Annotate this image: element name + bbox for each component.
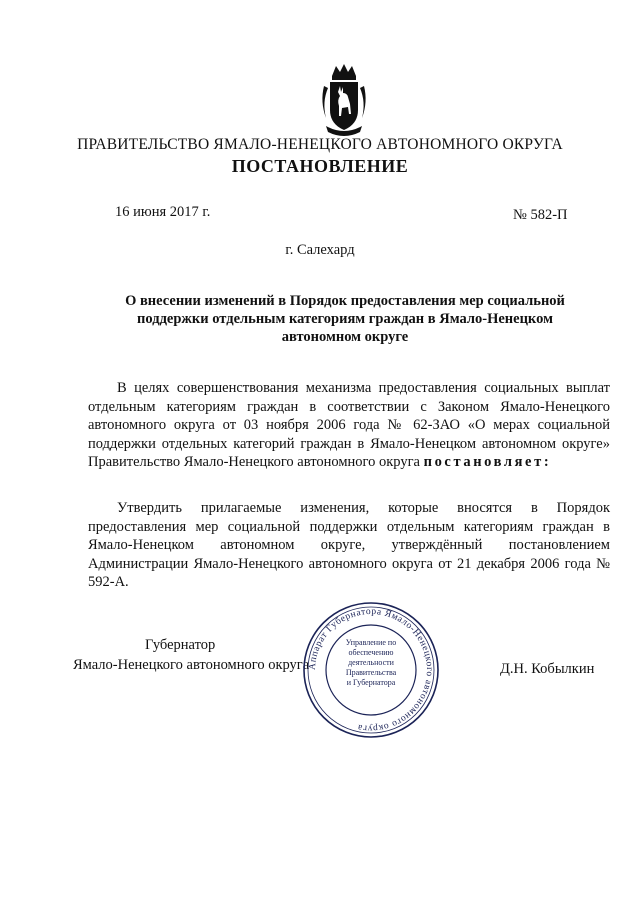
stamp-center-line: и Губернатора (346, 678, 396, 687)
stamp-center-line: Правительства (345, 668, 397, 677)
paragraph-preamble-text: В целях совершенствования механизма предоставления социальных выплат отдельным категориям граждан в соответствии с Законом Ямало-Ненецкого автономного округа от 03 ноября 2006 года № 62-ЗАО «О мерах социальной поддержки отдельных категорий граждан в Ямало-Ненецком автономном округе» Правительство Ямало-Ненецкого автономного округа (88, 380, 610, 470)
resolve-keyword: постановляет: (423, 454, 552, 470)
stamp-ring-text: Аппарат Губернатора Ямало-Ненецкого автономного округа (307, 606, 435, 734)
stamp-center-line: Управление по (345, 638, 397, 647)
document-number: № 582-П (513, 207, 568, 223)
stamp-center-line: обеспечению (348, 648, 394, 657)
document-date: 16 июня 2017 г. (115, 204, 211, 220)
coat-of-arms-icon (318, 62, 370, 138)
signatory-name: Д.Н. Кобылкин (500, 661, 595, 677)
signatory-position-line1: Губернатор (145, 637, 216, 653)
government-name: ПРАВИТЕЛЬСТВО ЯМАЛО-НЕНЕЦКОГО АВТОНОМНОГО ОКРУГА (77, 136, 563, 153)
paragraph-preamble (88, 379, 610, 472)
stamp-center-text (340, 638, 402, 688)
document-type: ПОСТАНОВЛЕНИЕ (231, 156, 409, 176)
document-city: г. Салехард (285, 242, 355, 258)
document-title: О внесении изменений в Порядок предоставления мер социальной поддержки отдельным категориям граждан в Ямало-Ненецком автономном округе (125, 293, 565, 345)
stamp-center-line: деятельности (348, 658, 394, 667)
paragraph-resolution: Утвердить прилагаемые изменения, которые вносятся в Порядок предоставления мер социальной поддержки отдельным категориям граждан в Ямало-Ненецком автономном округе, утверждённый постановлением Администрации Ямало-Ненецкого автономного округа от 21 декабря 2006 года № 592-А. (88, 500, 610, 590)
signatory-position-line2: Ямало-Ненецкого автономного округа (73, 657, 310, 673)
